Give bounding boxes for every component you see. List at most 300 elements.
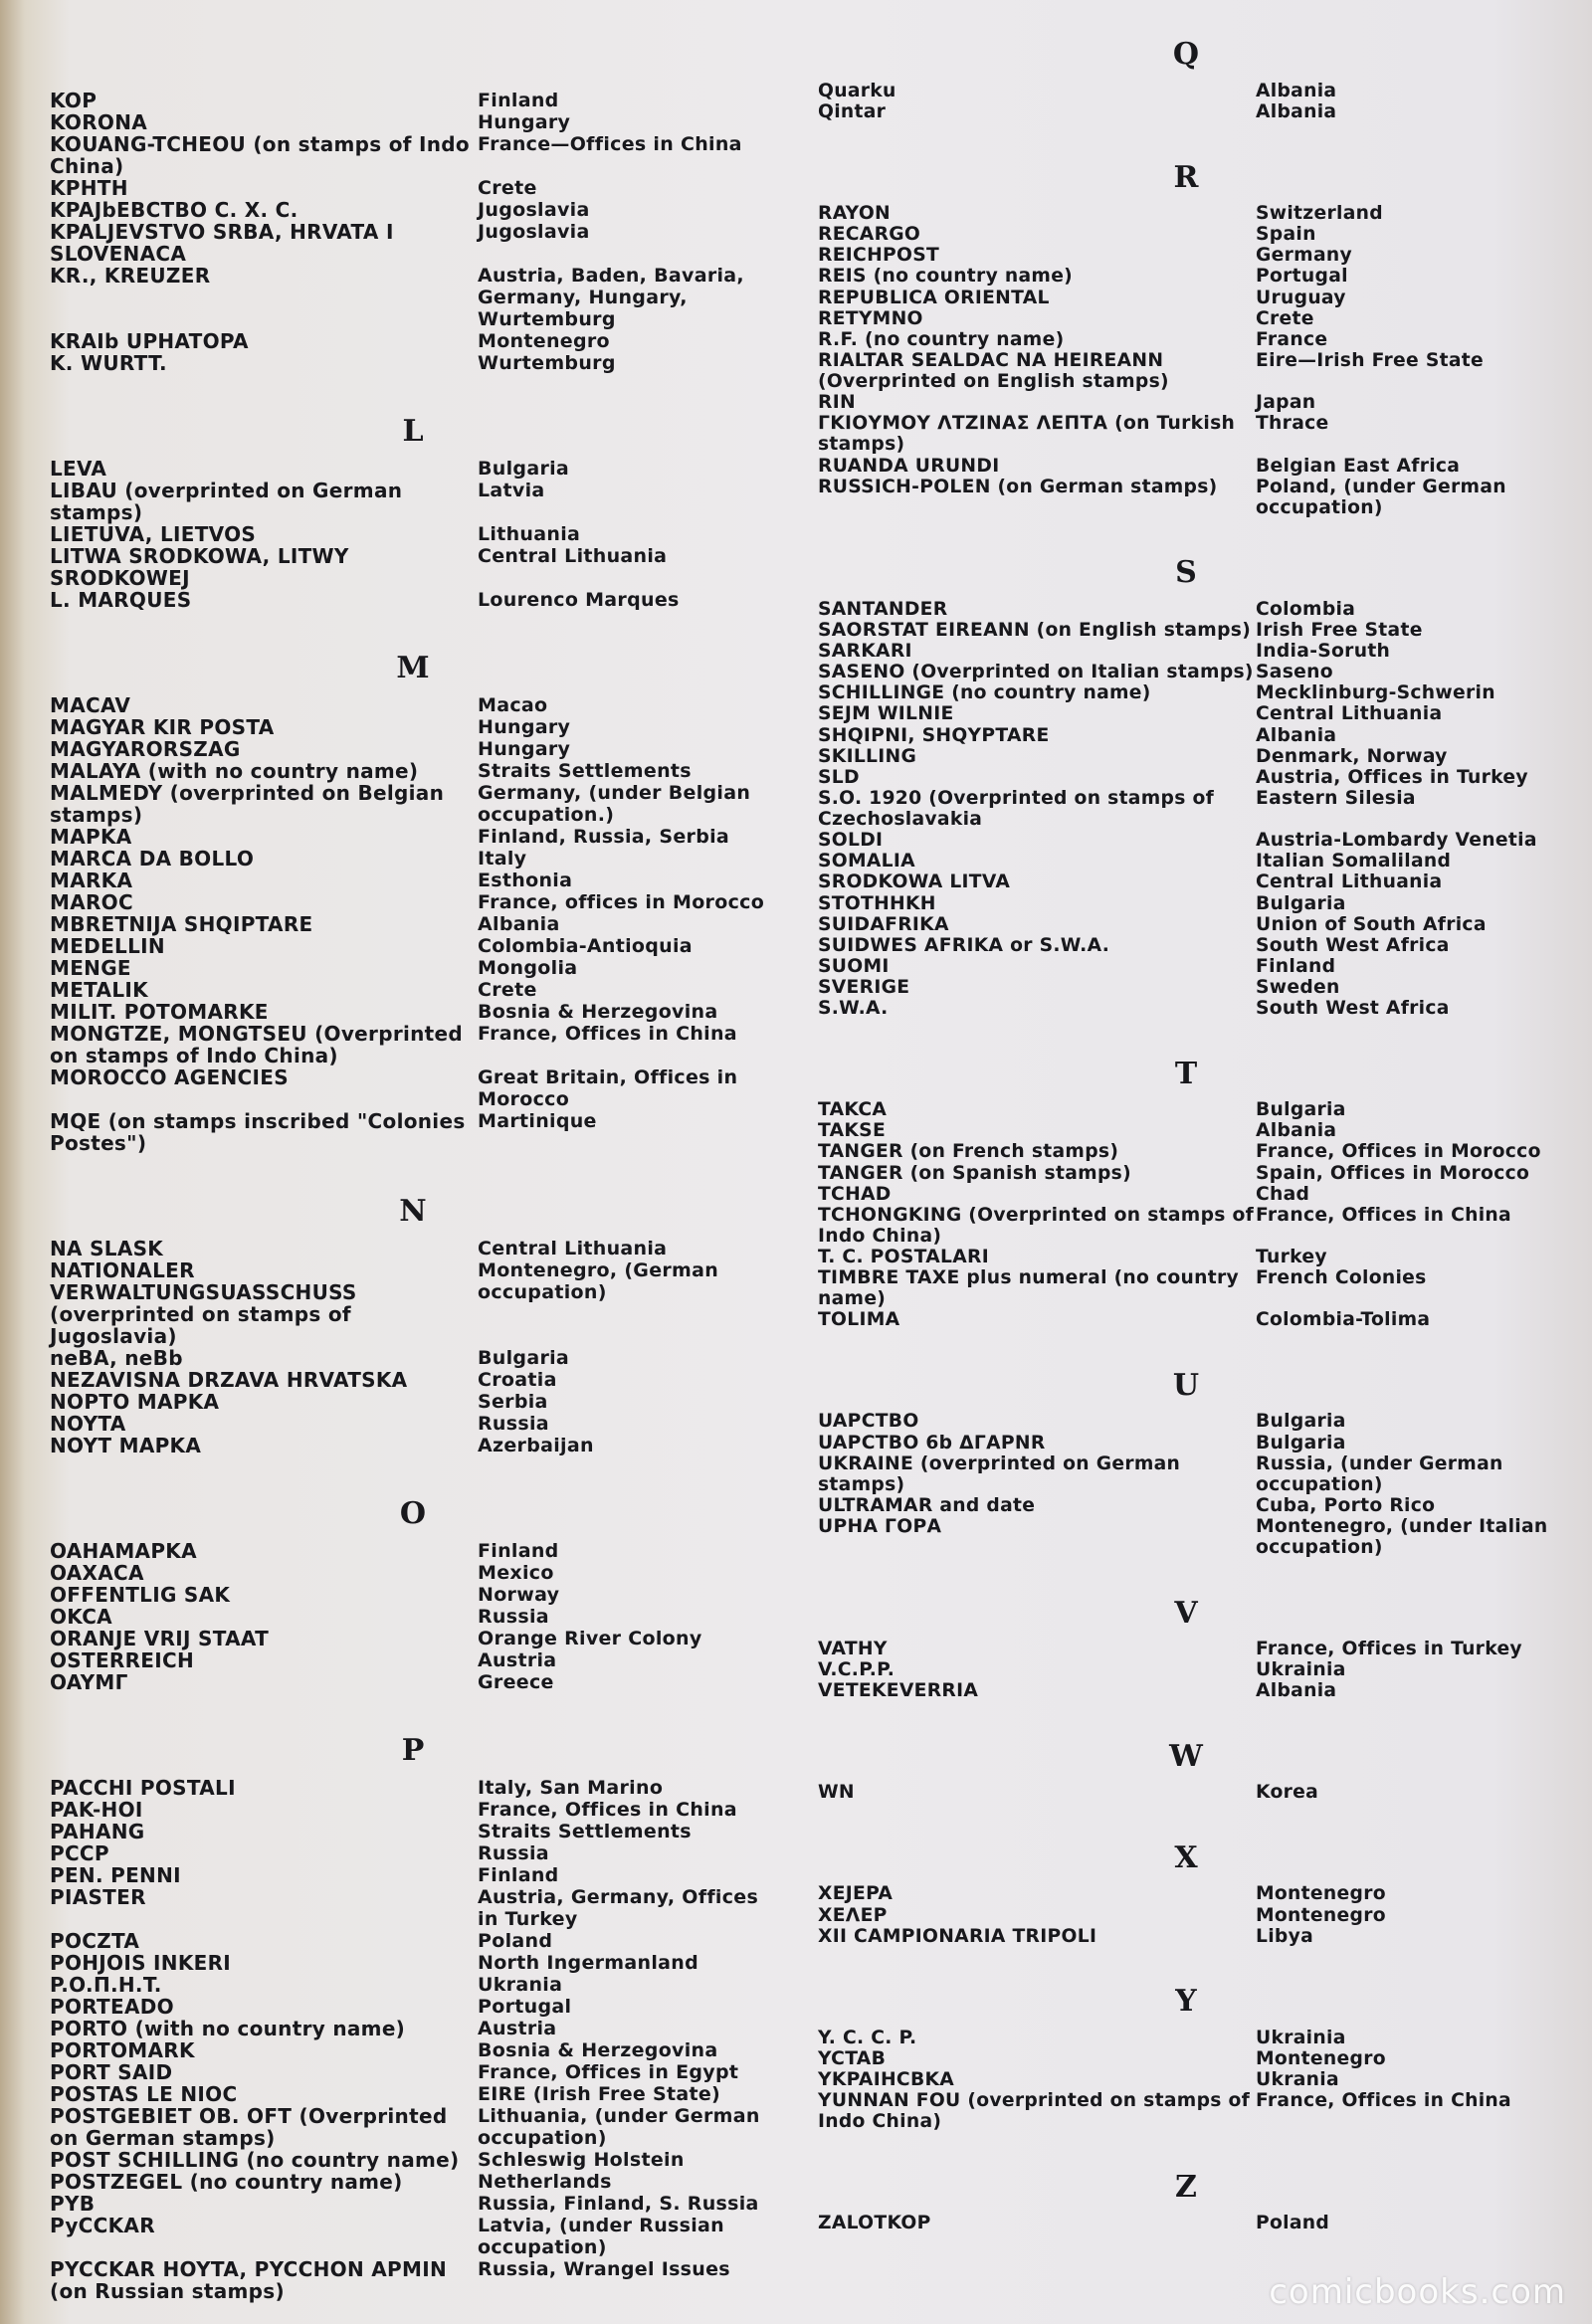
country: Azerbaijan: [478, 1435, 594, 1456]
entry-row: [50, 1842, 776, 1864]
entry-row: [818, 1163, 1554, 1184]
entry-row: [50, 330, 776, 352]
country: Mongolia: [478, 957, 578, 979]
entry-row: [818, 101, 1554, 122]
country: Cuba, Porto Rico: [1256, 1494, 1436, 1516]
country: France—Offices in China: [478, 133, 742, 155]
entry-row: [818, 1516, 1554, 1558]
country: Austria, Offices in Turkey: [1256, 766, 1528, 788]
entry-row: [818, 1247, 1554, 1267]
country: Jugoslavia: [478, 199, 590, 221]
inscription: KPALJEVSTVO SRBA, HRVATA I SLOVENACA: [50, 220, 394, 266]
inscription: TAKCA: [818, 1099, 888, 1121]
inscription: XEJEPA: [818, 1883, 894, 1905]
country: France, Offices in Morocco: [1256, 1141, 1541, 1163]
entry-row: [818, 2028, 1554, 2048]
country: France, Offices in Turkey: [1256, 1639, 1522, 1660]
inscription: MQE (on stamps inscribed "Colonies Postes"): [50, 1109, 466, 1155]
entry-row: [50, 1628, 776, 1649]
inscription: OAYMΓ: [50, 1670, 128, 1694]
entry-row: [50, 2258, 776, 2302]
country: Montenegro, (German occupation): [478, 1259, 719, 1303]
inscription: PCCP: [50, 1841, 109, 1865]
entry-row: [818, 998, 1554, 1019]
country: Lourenco Marques: [478, 589, 680, 611]
entry-row: [818, 1883, 1554, 1904]
country: Colombia: [1256, 598, 1356, 620]
inscription: P.O.Π.H.T.: [50, 1973, 162, 1997]
country: Eire—Irish Free State: [1256, 349, 1484, 371]
entry-row: [818, 1120, 1554, 1141]
inscription: NA SLASK: [50, 1237, 164, 1260]
entry-row: [50, 848, 776, 870]
inscription: MAROC: [50, 890, 133, 914]
country: Austria-Lombardy Venetia: [1256, 830, 1537, 852]
country: Union of South Africa: [1256, 913, 1487, 935]
inscription: KOUANG-TCHEOU (on stamps of Indo China): [50, 132, 470, 178]
entry-row: [818, 641, 1554, 662]
entry-row: [50, 458, 776, 480]
country: Switzerland: [1256, 203, 1383, 224]
inscription: TAKSE: [818, 1120, 887, 1142]
inscription: MALMEDY (overprinted on Belgian stamps): [50, 781, 445, 827]
inscription: STOTHHKH: [818, 892, 936, 914]
entry-row: [818, 2213, 1554, 2233]
country: Russia: [478, 1413, 549, 1435]
entry-row: [50, 1238, 776, 1259]
entry-row: [50, 1952, 776, 1974]
inscription: Y. C. C. P.: [818, 2027, 917, 2048]
inscription: NEZAVISNA DRZAVA HRVATSKA: [50, 1368, 408, 1392]
country: Russia: [478, 1606, 549, 1628]
letter-section: [818, 1595, 1554, 1702]
country: Ukrania: [478, 1974, 563, 1996]
inscription: MILIT. POTOMARKE: [50, 1000, 269, 1024]
entry-row: [818, 1453, 1554, 1495]
entry-row: [50, 1066, 776, 1110]
country: Hungary: [478, 738, 571, 760]
inscription: SUIDAFRIKA: [818, 913, 949, 935]
entry-row: [50, 480, 776, 523]
country: Albania: [1256, 724, 1337, 746]
country: Albania: [1256, 101, 1337, 122]
country: Central Lithuania: [478, 1238, 668, 1259]
country: Lithuania: [478, 523, 581, 545]
entry-row: [818, 620, 1554, 641]
entry-row: [50, 1671, 776, 1693]
entry-row: [50, 221, 776, 265]
country: Ukrainia: [1256, 1659, 1346, 1681]
inscription: SCHILLINGE (no country name): [818, 682, 1151, 704]
inscription: OFFENTLIG SAK: [50, 1583, 231, 1607]
country: Austria, Baden, Bavaria, Germany, Hungary, Wurtemburg: [478, 265, 744, 330]
entry-row: [818, 872, 1554, 892]
country: Netherlands: [478, 2171, 612, 2193]
country: France, Offices in China: [1256, 1204, 1511, 1226]
country: Germany: [1256, 245, 1352, 267]
country: Straits Settlements: [478, 1821, 692, 1842]
letter-section: [50, 412, 776, 611]
entry-row: [818, 1141, 1554, 1162]
country: Finland: [478, 90, 559, 111]
inscription: SUIDWES AFRIKA or S.W.A.: [818, 934, 1110, 956]
left-column: [50, 90, 776, 2302]
entry-row: [50, 913, 776, 935]
inscription: ULTRAMAR and date: [818, 1494, 1036, 1516]
entry-row: [50, 1996, 776, 2018]
inscription: TCHAD: [818, 1183, 892, 1205]
country: Hungary: [478, 111, 571, 133]
entry-row: [50, 738, 776, 760]
inscription: MALAYA (with no country name): [50, 759, 419, 783]
entry-row: [818, 1926, 1554, 1947]
entry-row: [50, 1435, 776, 1456]
entry-row: [50, 1606, 776, 1628]
country: France, Offices in Egypt: [478, 2061, 739, 2083]
inscription: MBRETNIJA SHQIPTARE: [50, 912, 313, 936]
section-letter: W: [1169, 1738, 1203, 1774]
inscription: SVERIGE: [818, 977, 910, 998]
section-letter: Z: [1175, 2169, 1197, 2205]
entry-row: [818, 224, 1554, 245]
entry-row: [50, 1369, 776, 1391]
inscription: UAPCTBO: [818, 1411, 919, 1433]
country: Italian Somaliland: [1256, 851, 1452, 872]
entry-row: [818, 1411, 1554, 1432]
inscription: PYCCKAR HOYTA, PYCCHON APMIN (on Russian stamps): [50, 2257, 447, 2303]
entry-row: [50, 1023, 776, 1066]
inscription: OSTERREICH: [50, 1648, 195, 1672]
inscription: KPHTH: [50, 176, 128, 200]
inscription: NOYTA: [50, 1412, 126, 1436]
entry-row: [50, 826, 776, 848]
country: Sweden: [1256, 977, 1340, 998]
entry-row: [818, 977, 1554, 998]
country: North Ingermanland: [478, 1952, 699, 1974]
inscription: K. WURTT.: [50, 351, 167, 375]
entry-row: [50, 2061, 776, 2083]
inscription: MACAV: [50, 693, 131, 717]
entry-row: [50, 352, 776, 374]
country: Russia, (under German occupation): [1256, 1452, 1503, 1495]
inscription: LIBAU (overprinted on German stamps): [50, 479, 403, 524]
country: France, Offices in China: [1256, 2090, 1511, 2111]
entry-row: [818, 245, 1554, 266]
country: Irish Free State: [1256, 619, 1423, 641]
entry-row: [818, 1267, 1554, 1309]
inscription: SKILLING: [818, 745, 917, 767]
inscription: LITWA SRODKOWA, LITWY SRODKOWEJ: [50, 544, 349, 590]
country: India-Soruth: [1256, 641, 1391, 662]
section-letter: T: [1174, 1056, 1198, 1091]
entry-row: [50, 2083, 776, 2105]
entry-row: [818, 1184, 1554, 1205]
letter-section: [818, 2169, 1554, 2234]
inscription: MAGYARORSZAG: [50, 737, 241, 761]
entry-row: [818, 1659, 1554, 1680]
inscription: TANGER (on Spanish stamps): [818, 1162, 1131, 1184]
inscription: MENGE: [50, 956, 131, 980]
entry-row: [50, 1821, 776, 1842]
country: Turkey: [1256, 1247, 1327, 1267]
watermark: comicbooks.com: [1269, 2272, 1566, 2312]
inscription: SAORSTAT EIREANN (on English stamps): [818, 619, 1252, 641]
inscription: MAGYAR KIR POSTA: [50, 715, 275, 739]
country: Poland: [1256, 2213, 1330, 2234]
country: Italy, San Marino: [478, 1777, 664, 1799]
country: French Colonies: [1256, 1267, 1427, 1289]
country: Thrace: [1256, 413, 1329, 435]
inscription: TOLIMA: [818, 1309, 900, 1331]
entry-row: [50, 760, 776, 782]
inscription: UKRAINE (overprinted on German stamps): [818, 1452, 1181, 1495]
country: Esthonia: [478, 870, 573, 891]
country: Spain: [1256, 224, 1316, 246]
inscription: PORTEADO: [50, 1995, 174, 2019]
country: Italy: [478, 848, 527, 870]
inscription: WN: [818, 1782, 855, 1804]
country: Albania: [478, 913, 560, 935]
inscription: RUSSICH-POLEN (on German stamps): [818, 476, 1218, 497]
entry-row: [50, 1413, 776, 1435]
inscription: L. MARQUES: [50, 588, 192, 612]
entry-row: [50, 2018, 776, 2039]
country: Serbia: [478, 1391, 548, 1413]
country: Bulgaria: [478, 458, 570, 480]
country: Lithuania, (under German occupation): [478, 2105, 760, 2149]
country: Central Lithuania: [1256, 872, 1443, 893]
letter-section: [818, 1738, 1554, 1804]
inscription: YCTAB: [818, 2047, 887, 2069]
entry-row: [50, 1391, 776, 1413]
letter-section: [50, 1494, 776, 1693]
inscription: REICHPOST: [818, 245, 940, 267]
inscription: MOROCCO AGENCIES: [50, 1065, 289, 1089]
entry-row: [50, 1584, 776, 1606]
inscription: NOPTO MAPKA: [50, 1390, 220, 1414]
section-letter: Y: [1175, 1984, 1197, 2020]
entry-row: [50, 2105, 776, 2149]
inscription: MONGTZE, MONGTSEU (Overprinted on stamps of Indo China): [50, 1022, 464, 1067]
inscription: REIS (no country name): [818, 266, 1074, 288]
entry-row: [50, 979, 776, 1001]
inscription: PEN. PENNI: [50, 1863, 181, 1887]
inscription: SASENO (Overprinted on Italian stamps): [818, 662, 1254, 683]
country: Latvia: [478, 480, 545, 501]
entry-row: [50, 2039, 776, 2061]
inscription: PAHANG: [50, 1820, 145, 1843]
inscription: XII CAMPIONARIA TRIPOLI: [818, 1925, 1097, 1947]
country: Finland: [478, 1864, 559, 1886]
entry-row: [818, 1680, 1554, 1701]
inscription: YKPAIHCBKA: [818, 2068, 955, 2090]
country: Bulgaria: [1256, 892, 1346, 914]
inscription: POSTGEBIET OB. OFT (Overprinted on German stamps): [50, 2104, 448, 2150]
inscription: SANTANDER: [818, 598, 948, 620]
letter-section: [50, 1192, 776, 1456]
entry-row: [818, 1639, 1554, 1659]
country: Hungary: [478, 716, 571, 738]
letter-section: [50, 649, 776, 1154]
country: Albania: [1256, 1680, 1337, 1702]
entry-row: [50, 2215, 776, 2258]
letter-section: [50, 1731, 776, 2302]
section-letter: R: [1173, 159, 1199, 195]
inscription: POST SCHILLING (no country name): [50, 2148, 460, 2172]
entry-row: [818, 703, 1554, 724]
inscription: POSTAS LE NIOC: [50, 2082, 238, 2106]
inscription: RIN: [818, 392, 856, 414]
country: Greece: [478, 1671, 554, 1693]
entry-row: [818, 956, 1554, 977]
inscription: RUANDA URUNDI: [818, 455, 1000, 477]
entry-row: [818, 682, 1554, 703]
inscription: UPHA ΓΟΡΑ: [818, 1516, 942, 1537]
inscription: TANGER (on French stamps): [818, 1141, 1119, 1163]
country: Macao: [478, 694, 548, 716]
section-letter: X: [1174, 1840, 1198, 1875]
inscription: PORTO (with no country name): [50, 2017, 406, 2040]
country: South West Africa: [1256, 998, 1450, 1020]
inscription: KPAJbEBCTBO C. X. C.: [50, 198, 298, 222]
inscription: OAHAMAPKA: [50, 1539, 197, 1563]
country: Chad: [1256, 1183, 1310, 1205]
country: Norway: [478, 1584, 560, 1606]
entry-row: [50, 1110, 776, 1154]
country: Martinique: [478, 1110, 597, 1132]
entry-row: [818, 662, 1554, 682]
inscription: TCHONGKING (Overprinted on stamps of Indo China): [818, 1204, 1255, 1247]
letter-section: [818, 1367, 1554, 1558]
entry-row: [818, 893, 1554, 914]
entry-row: [50, 694, 776, 716]
inscription: YUNNAN FOU (overprinted on stamps of Indo China): [818, 2090, 1251, 2133]
country: Austria: [478, 1649, 557, 1671]
country: Belgian East Africa: [1256, 455, 1461, 477]
country: Ukrania: [1256, 2068, 1339, 2090]
country: Montenegro: [1256, 1883, 1386, 1905]
country: Central Lithuania: [478, 545, 668, 567]
entry-row: [818, 1099, 1554, 1120]
letter-section: [818, 1840, 1554, 1947]
inscription: ORANJE VRIJ STAAT: [50, 1627, 270, 1650]
country: Bosnia & Herzegovina: [478, 1001, 718, 1023]
inscription: RIALTAR SEALDAC NA HEIREANN (Overprinted on English stamps): [818, 349, 1169, 392]
country: Poland, (under German occupation): [1256, 476, 1506, 518]
inscription: PIASTER: [50, 1885, 146, 1909]
letter-section: [818, 1056, 1554, 1331]
country: Montenegro: [1256, 2047, 1386, 2069]
inscription: SOLDI: [818, 830, 884, 852]
entry-row: [50, 1540, 776, 1562]
country: Denmark, Norway: [1256, 745, 1448, 767]
entry-row: [818, 308, 1554, 329]
country: Great Britain, Offices in Morocco: [478, 1066, 738, 1110]
entry-row: [50, 1562, 776, 1584]
inscription: PyCCKAR: [50, 2214, 155, 2237]
entry-row: [50, 90, 776, 111]
inscription: PACCHI POSTALI: [50, 1776, 236, 1800]
entry-row: [50, 177, 776, 199]
country: Poland: [478, 1930, 553, 1952]
entry-row: [50, 2171, 776, 2193]
country: Bulgaria: [1256, 1411, 1346, 1433]
country: Crete: [478, 177, 537, 199]
inscription: POSTZEGEL (no country name): [50, 2170, 403, 2194]
country: Jugoslavia: [478, 221, 590, 243]
entry-row: [50, 133, 776, 177]
inscription: KOP: [50, 89, 98, 112]
entry-row: [818, 81, 1554, 101]
country: Montenegro, (under Italian occupation): [1256, 1516, 1548, 1559]
country: Ukrainia: [1256, 2027, 1346, 2048]
entry-row: [50, 957, 776, 979]
entry-row: [818, 767, 1554, 788]
country: France, Offices in China: [478, 1023, 737, 1045]
entry-row: [50, 199, 776, 221]
letter-section: [818, 1983, 1554, 2132]
country: Albania: [1256, 1120, 1337, 1142]
inscription: RAYON: [818, 203, 892, 224]
entry-row: [50, 935, 776, 957]
inscription: SRODKOWA LITVA: [818, 872, 1011, 893]
country: Albania: [1256, 80, 1337, 101]
country: South West Africa: [1256, 934, 1450, 956]
country: Russia: [478, 1842, 549, 1864]
inscription: LIETUVA, LIETVOS: [50, 522, 257, 546]
inscription: RECARGO: [818, 224, 921, 246]
inscription: S.W.A.: [818, 998, 889, 1020]
inscription: PORT SAID: [50, 2060, 173, 2084]
country: Schleswig Holstein: [478, 2149, 685, 2171]
letter-section: [818, 554, 1554, 1019]
section-letter: V: [1174, 1595, 1198, 1631]
entry-row: [50, 1649, 776, 1671]
entry-row: [50, 2193, 776, 2215]
inscription: ZALOTKOP: [818, 2213, 931, 2234]
entry-row: [818, 914, 1554, 935]
inscription: Qintar: [818, 101, 887, 122]
country: Uruguay: [1256, 287, 1346, 308]
inscription: RETYMNO: [818, 307, 923, 329]
country: Bulgaria: [1256, 1432, 1346, 1453]
section-letter: O: [399, 1496, 427, 1531]
entry-row: [818, 599, 1554, 620]
country: Bulgaria: [1256, 1099, 1346, 1121]
inscription: PAK-HOI: [50, 1798, 143, 1822]
country: Russia, Wrangel Issues: [478, 2258, 730, 2280]
inscription: VATHY: [818, 1639, 888, 1660]
entry-row: [50, 716, 776, 738]
entry-row: [818, 329, 1554, 350]
entry-row: [50, 1799, 776, 1821]
country: Montenegro: [478, 330, 610, 352]
inscription: SLD: [818, 766, 860, 788]
country: Libya: [1256, 1925, 1314, 1947]
country: Crete: [478, 979, 537, 1001]
letter-section: [50, 90, 776, 374]
inscription: MEDELLIN: [50, 934, 165, 958]
entry-row: [50, 1864, 776, 1886]
entry-row: [50, 1886, 776, 1930]
country: Austria, Germany, Offices in Turkey: [478, 1886, 759, 1930]
entry-row: [818, 477, 1554, 518]
entry-row: [818, 1905, 1554, 1926]
country: Germany, (under Belgian occupation.): [478, 782, 751, 826]
inscription: OKCA: [50, 1605, 112, 1629]
entry-row: [818, 392, 1554, 413]
inscription: UAPCTBO 6b ΔΓΑΡΝR: [818, 1432, 1046, 1453]
